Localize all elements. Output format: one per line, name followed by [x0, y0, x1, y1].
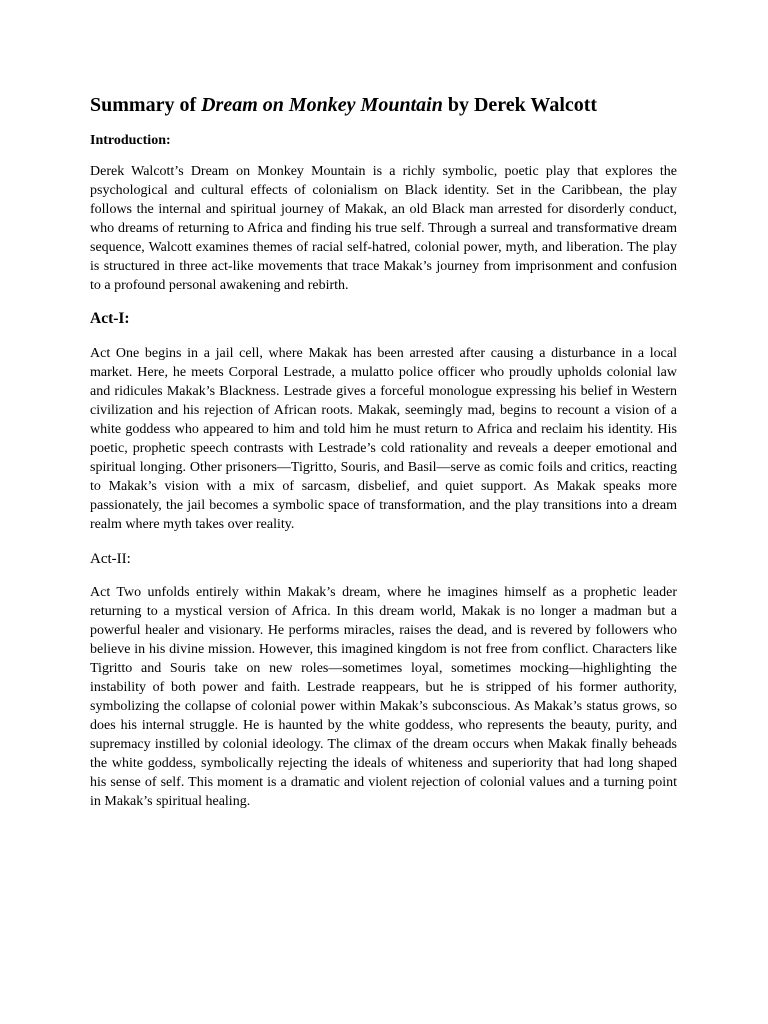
- title-suffix: by Derek Walcott: [442, 94, 598, 116]
- title-play-name: Dream on Monkey Mountain: [201, 94, 443, 116]
- act-one-paragraph: Act One begins in a jail cell, where Makak has been arrested after causing a disturbance in a local market. Here, he meets Corporal Lestrade, a mulatto police officer who proudly upholds colonial law and ridicules Makak’s Blackness. Lestrade gives a forceful monologue expressing his belief in Western civilization and his rejection of African roots. Makak, seemingly mad, begins to recount a vision of a white goddess who appeared to him and told him he must return to Africa and reclaim his identity. His poetic, prophetic speech contrasts with Lestrade’s cold rationality and reveals a deeper emotional and spiritual longing. Other prisoners—Tigritto, Souris, and Basil—serve as comic foils and critics, reacting to Makak’s vision with a mix of sarcasm, disbelief, and quiet support. As Makak speaks more passionately, the jail becomes a symbolic space of transformation, and the play transitions into a dream realm where myth takes over reality.: [90, 346, 677, 532]
- title-prefix: Summary of: [90, 94, 202, 116]
- document-title: [90, 92, 677, 118]
- document-page: [90, 92, 677, 811]
- introduction-paragraph: Derek Walcott’s Dream on Monkey Mountain is a richly symbolic, poetic play that explores the psychological and cultural effects of colonialism on Black identity. Set in the Caribbean, the play follows the internal and spiritual journey of Makak, an old Black man arrested for disorderly conduct, who dreams of returning to Africa and finding his true self. Through a surreal and transformative dream sequence, Walcott examines themes of racial self-hatred, colonial power, myth, and liberation. The play is structured in three act-like movements that trace Makak’s journey from imprisonment and confusion to a profound personal awakening and rebirth.: [90, 164, 677, 293]
- introduction-heading: Introduction:: [90, 133, 171, 148]
- act-two-heading: Act-II:: [90, 551, 131, 567]
- act-two-paragraph: Act Two unfolds entirely within Makak’s dream, where he imagines himself as a prophetic leader returning to a mystical version of Africa. In this dream world, Makak is no longer a madman but a powerful healer and visionary. He performs miracles, raises the dead, and is revered by followers who believe in his divine mission. However, this imagined kingdom is not free from conflict. Characters like Tigritto and Souris take on new roles—sometimes loyal, sometimes mocking—highlighting the instability of both power and faith. Lestrade reappears, but he is stripped of his former authority, symbolizing the collapse of colonial power within Makak’s subconscious. As Makak’s status grows, so does his internal struggle. He is haunted by the white goddess, who represents the beauty, purity, and supremacy instilled by colonial ideology. The climax of the dream occurs when Makak finally beheads the white goddess, symbolically rejecting the ideals of whiteness and superiority that had long shaped his sense of self. This moment is a dramatic and violent rejection of colonial values and a turning point in Makak’s spiritual healing.: [90, 585, 677, 809]
- act-one-heading: Act-I:: [90, 310, 130, 327]
